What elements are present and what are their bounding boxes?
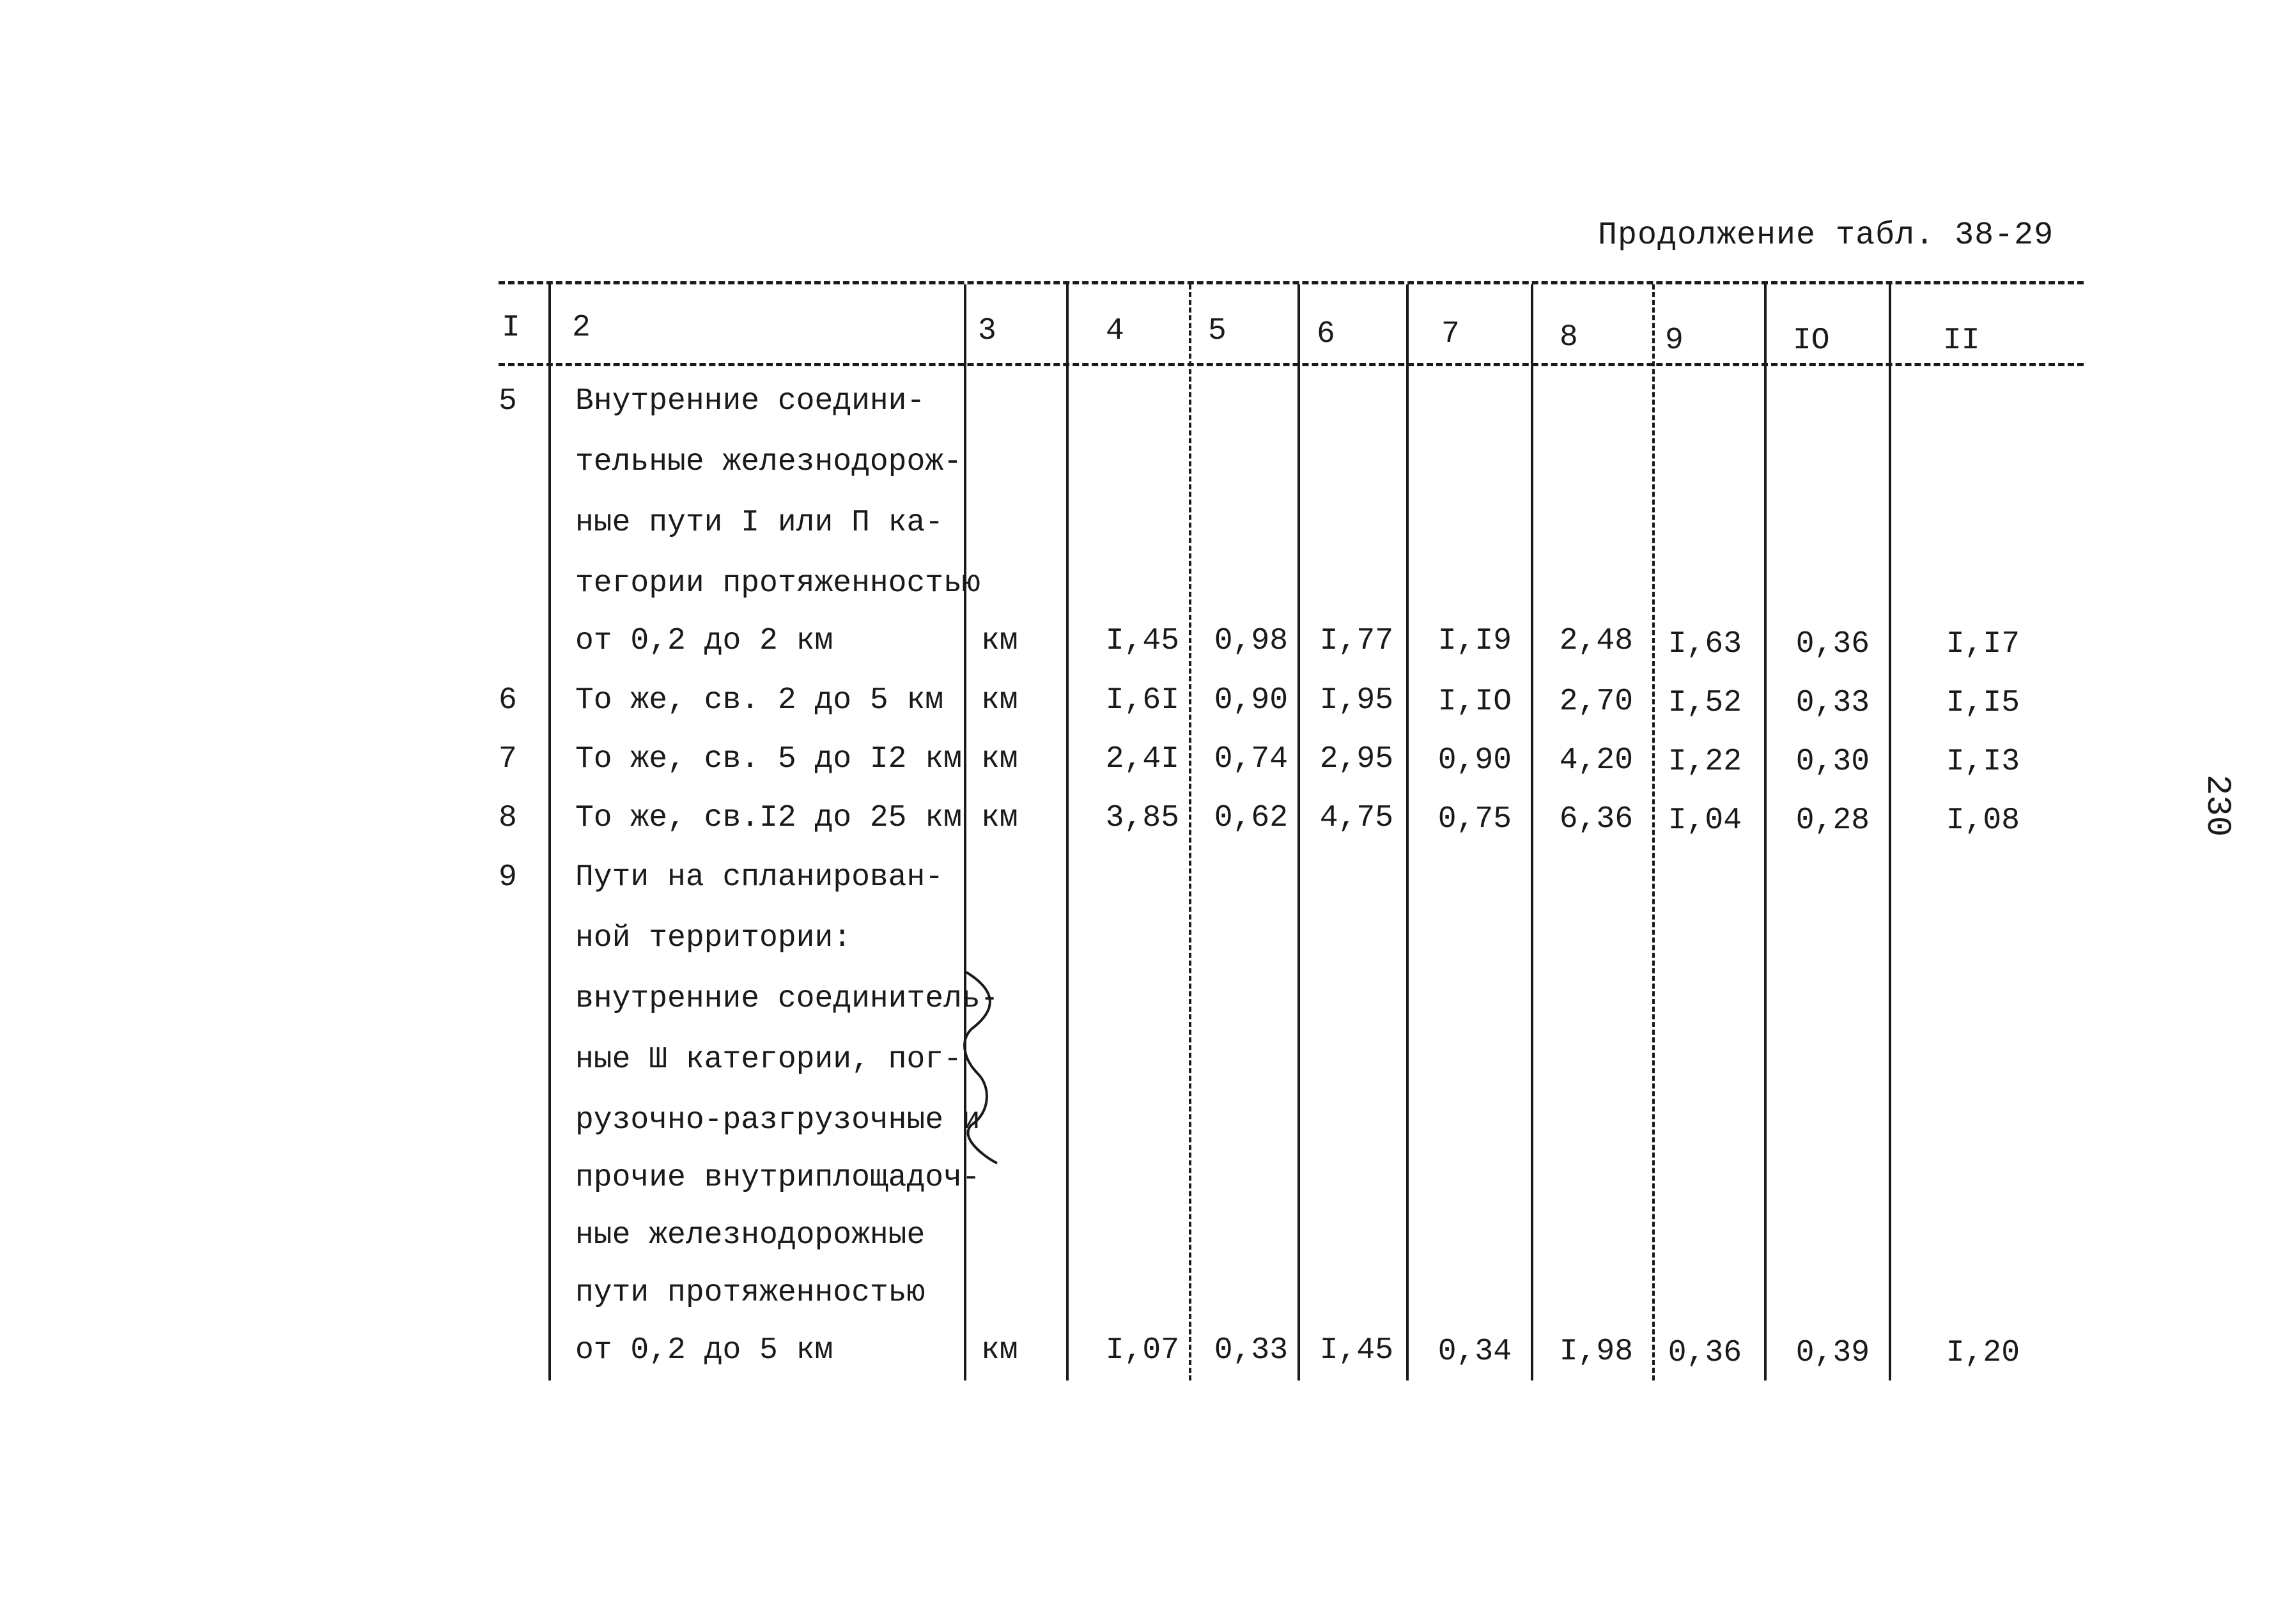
row-5-unit: км (981, 624, 1018, 658)
row-9-desc-line-3: внутренние соединитель- (575, 982, 999, 1016)
row-5-val-5: 0,98 (1214, 624, 1288, 658)
row-5-val-6: I,77 (1319, 624, 1393, 658)
row-6-num: 6 (499, 683, 517, 718)
col-line-10 (1889, 284, 1891, 1380)
row-5-desc-line-1: Внутренние соедини- (575, 384, 925, 419)
header-col-5: 5 (1208, 314, 1227, 348)
row-6-val-4: I,6I (1105, 683, 1179, 718)
col-line-9 (1764, 284, 1767, 1380)
row-9-desc-line-6: прочие внутриплощадоч- (575, 1161, 980, 1195)
row-9-desc-line-1: Пути на спланирован- (575, 860, 944, 895)
row-7-val-10: 0,30 (1795, 745, 1870, 779)
col-line-6 (1406, 284, 1409, 1380)
row-6-val-10: 0,33 (1795, 686, 1870, 720)
header-col-4: 4 (1106, 314, 1124, 348)
table-header-rule (499, 363, 2084, 366)
row-8-val-10: 0,28 (1795, 803, 1870, 838)
row-7-num: 7 (499, 742, 517, 777)
row-6-val-5: 0,90 (1214, 683, 1288, 718)
header-col-10: IO (1793, 323, 1830, 358)
row-8-desc-line-1: То же, св.I2 до 25 км (575, 801, 962, 835)
row-7-val-5: 0,74 (1214, 742, 1288, 777)
row-7-val-11: I,I3 (1946, 745, 2020, 779)
col-line-4 (1189, 284, 1191, 1380)
row-9-val-7: 0,34 (1437, 1334, 1512, 1369)
row-8-val-5: 0,62 (1214, 801, 1288, 835)
row-5-num: 5 (499, 384, 517, 419)
row-6-desc-line-1: То же, св. 2 до 5 км (575, 683, 944, 718)
row-5-val-11: I,I7 (1946, 627, 2020, 661)
row-9-desc-line-9: от 0,2 до 5 км (575, 1333, 833, 1368)
row-9-val-8: I,98 (1559, 1334, 1633, 1369)
row-5-desc-line-5: от 0,2 до 2 км (575, 624, 833, 658)
row-8-val-8: 6,36 (1559, 802, 1633, 837)
row-6-val-11: I,I5 (1946, 686, 2020, 720)
page-number: 230 (2197, 774, 2237, 837)
header-col-7: 7 (1441, 317, 1460, 352)
row-8-val-7: 0,75 (1437, 802, 1512, 837)
col-line-2 (964, 284, 966, 1380)
row-9-desc-line-7: ные железнодорожные (575, 1218, 925, 1253)
row-9-desc-line-2: ной территории: (575, 921, 852, 955)
row-6-val-7: I,IO (1437, 684, 1512, 719)
row-8-unit: км (981, 801, 1018, 835)
header-col-8: 8 (1560, 320, 1578, 355)
header-col-2: 2 (572, 311, 591, 345)
row-9-val-6: I,45 (1319, 1333, 1393, 1368)
col-line-3 (1066, 284, 1069, 1380)
row-7-unit: км (981, 742, 1018, 777)
header-col-11: II (1943, 323, 1980, 358)
row-7-val-6: 2,95 (1319, 742, 1393, 777)
row-9-val-10: 0,39 (1795, 1336, 1870, 1370)
col-line-7 (1531, 284, 1533, 1380)
row-9-desc-line-4: ные Ш категории, пог- (575, 1042, 962, 1077)
row-6-val-9: I,52 (1668, 686, 1742, 720)
row-8-num: 8 (499, 801, 517, 835)
row-7-val-8: 4,20 (1559, 743, 1633, 778)
table-caption: Продолжение табл. 38-29 (1598, 217, 2054, 254)
row-5-val-9: I,63 (1668, 627, 1742, 661)
row-9-desc-line-5: рузочно-разгрузочные и (575, 1103, 980, 1138)
row-5-desc-line-2: тельные железнодорож- (575, 445, 962, 479)
row-7-val-9: I,22 (1668, 745, 1742, 779)
row-9-val-5: 0,33 (1214, 1333, 1288, 1368)
row-8-val-9: I,04 (1668, 803, 1742, 838)
row-8-val-6: 4,75 (1319, 801, 1393, 835)
row-6-val-8: 2,70 (1559, 684, 1633, 719)
row-6-unit: км (981, 683, 1018, 718)
row-9-val-11: I,20 (1946, 1336, 2020, 1370)
row-7-desc-line-1: То же, св. 5 до I2 км (575, 742, 962, 777)
header-col-1: I (502, 311, 520, 345)
header-col-3: 3 (978, 314, 996, 348)
row-6-val-6: I,95 (1319, 683, 1393, 718)
table-top-rule (499, 281, 2084, 284)
row-9-val-4: I,07 (1105, 1333, 1179, 1368)
row-9-num: 9 (499, 860, 517, 895)
row-8-val-11: I,08 (1946, 803, 2020, 838)
row-9-desc-line-8: пути протяженностью (575, 1276, 925, 1310)
row-5-val-4: I,45 (1105, 624, 1179, 658)
header-col-6: 6 (1317, 317, 1335, 352)
row-7-val-4: 2,4I (1105, 742, 1179, 777)
row-9-unit: км (981, 1333, 1018, 1368)
col-line-1 (548, 284, 551, 1380)
row-5-desc-line-4: тегории протяженностью (575, 566, 980, 601)
row-8-val-4: 3,85 (1105, 801, 1179, 835)
row-5-val-7: I,I9 (1437, 624, 1512, 658)
row-5-desc-line-3: ные пути I или П ка- (575, 506, 944, 540)
header-col-9: 9 (1665, 323, 1684, 358)
row-7-val-7: 0,90 (1437, 743, 1512, 778)
row-5-val-10: 0,36 (1795, 627, 1870, 661)
row-9-val-9: 0,36 (1668, 1336, 1742, 1370)
row-5-val-8: 2,48 (1559, 624, 1633, 658)
